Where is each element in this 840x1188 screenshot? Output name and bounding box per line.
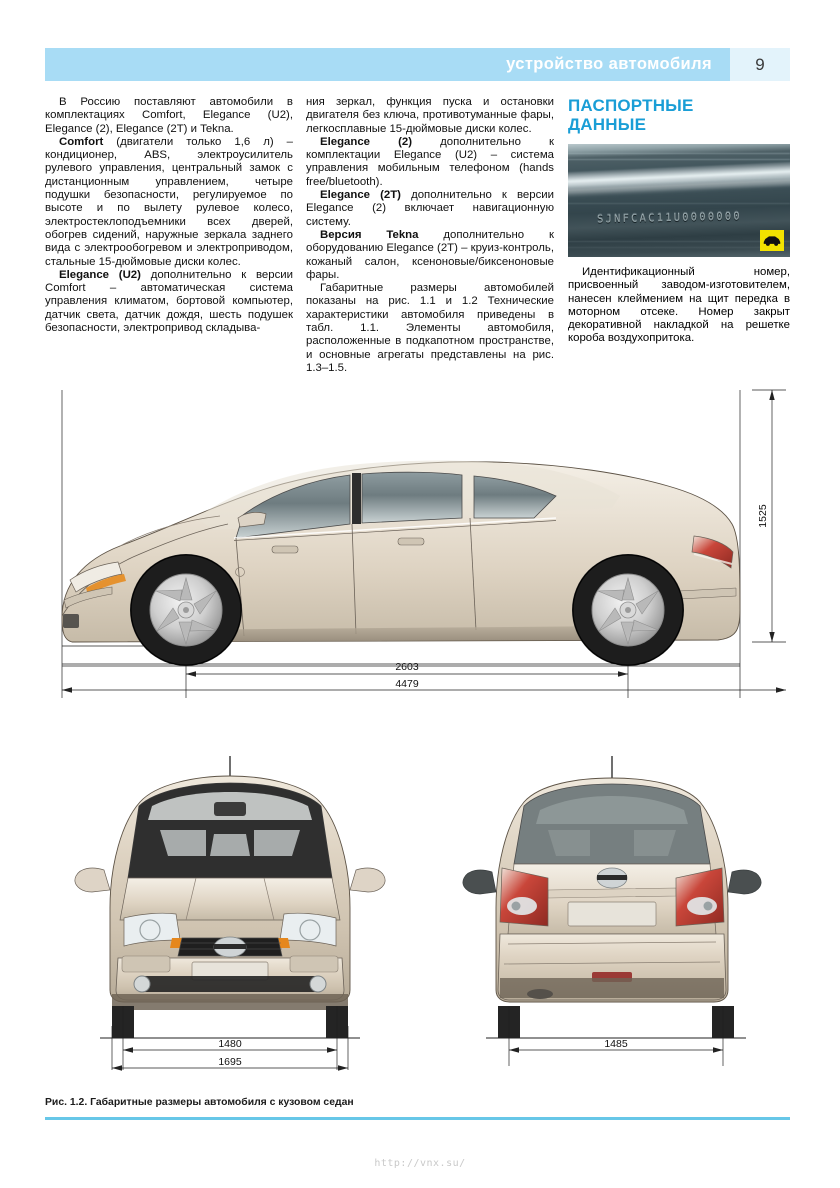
overall-length-label: 4479 (395, 678, 419, 690)
paragraph: Идентификационный номер, присвоенный заводом-изготовителем, нанесен клеймением на щит передка в моторном отсеке. Номер закрыт декоративной накладкой на решетке короба воздухопритока. (568, 266, 790, 345)
passport-caption (568, 266, 790, 346)
page-title: устройство автомобиля (506, 55, 712, 73)
metal-surface (568, 144, 790, 257)
overall-width-label: 1695 (218, 1056, 242, 1068)
paragraph-body: дополнительно к комплектации Elegance (U2) – система управления мобильным телефоном (hands free/bluetooth). (306, 135, 554, 188)
figure-caption: Рис. 1.2. Габаритные размеры автомобиля с кузовом седан (45, 1097, 354, 1108)
figure-divider-rule (45, 1117, 790, 1120)
trunk-handle (548, 888, 676, 898)
paragraph: ния зеркал, функция пуска и остановки двигателя без ключа, противотуманные фары, легкосплавные 15-дюймовые диски колес. (306, 96, 554, 135)
passport-heading-line1: ПАСПОРТНЫЕ (568, 96, 694, 115)
left-tail-lamp (500, 868, 548, 926)
page-number-box (730, 48, 790, 81)
footer-url: http://vnx.su/ (374, 1158, 466, 1169)
paragraph-lead: Comfort (59, 135, 104, 148)
lower-air-intake (140, 976, 320, 992)
paragraph-lead: Elegance (U2) (59, 268, 141, 281)
scratch-line (568, 203, 790, 204)
right-tail-lamp (676, 868, 724, 926)
left-foglight (134, 976, 150, 992)
scratch-line (568, 153, 790, 154)
front-wheel (130, 554, 242, 666)
rearview-mirror (214, 802, 246, 816)
rear-view (463, 756, 761, 1066)
paragraph (45, 269, 293, 335)
rear-track-label: 1485 (604, 1038, 628, 1050)
rear-wheel (572, 554, 684, 666)
rear-dimension-lines (509, 1006, 723, 1066)
wheelbase-label: 2603 (395, 661, 419, 673)
left-mirror (463, 870, 496, 894)
front-track-label: 1480 (218, 1038, 242, 1050)
paragraph-body: дополнительно к версии Elegance (2) включает навигационную систему. (306, 189, 555, 228)
passport-data-heading (568, 96, 790, 134)
paragraph: В Россию поставляют автомобили в комплектациях Comfort, Elegance (U2), Elegance (2), Elegance (2Т) и Tekna. (45, 96, 293, 135)
passport-data-panel (568, 96, 790, 346)
paragraph (306, 189, 554, 229)
paragraph-lead: Версия Tekna (320, 228, 419, 241)
vin-plate-photo (568, 144, 790, 257)
paragraph (306, 229, 554, 282)
license-plate (568, 902, 656, 926)
scratch-line (568, 247, 790, 248)
text-column-middle (306, 96, 554, 375)
b-pillar (352, 473, 361, 524)
header-title-bar (45, 48, 730, 81)
side-view (62, 390, 786, 698)
paragraph (306, 136, 554, 189)
dimension-figure (0, 378, 840, 1098)
page-header (45, 48, 790, 81)
exhaust-pipe (527, 989, 553, 999)
figure-svg (0, 378, 840, 1098)
paragraph-lead: Elegance (2Т) (320, 189, 401, 202)
paragraph (45, 136, 293, 269)
vin-number-stamp: SJNFCAC11U0000000 (596, 210, 742, 226)
overall-height-label: 1525 (757, 504, 769, 528)
paragraph-body: дополнительно к версии Comfort – автоматическая система управления климатом, бортовой компьютер, датчик света, датчик дождя, шесть подушек безопасности, электропривод складыва- (45, 268, 293, 335)
right-mirror (350, 868, 385, 892)
scratch-line (568, 159, 790, 160)
page-number: 9 (755, 54, 765, 74)
rear-door-window (362, 472, 462, 523)
front-view (75, 756, 385, 1071)
paragraph-body: (двигатели только 1,6 л) – кондиционер, ABS, электроусилитель рулевого управления, центральный замок с дистанционным управлением, четыре подушки безопасности, регулируемое по высоте и по вылету рулевое колесо, электростеклоподъемники всех дверей, обогрев сидений, наружные зеркала заднего вида с электрообогревом и электроприводом, стальные 15-дюймовые диски колес. (45, 135, 293, 268)
left-mirror (75, 868, 110, 892)
passport-heading-line2: ДАННЫЕ (568, 115, 647, 134)
paragraph-body: дополнительно к оборудованию Elegance (2Т) – круиз-контроль, кожаный салон, ксеноновые/биксеноновые фары. (306, 228, 554, 281)
paragraph: Габаритные размеры автомобилей показаны на рис. 1.1 и 1.2 Технические характеристики автомобиля приведены в табл. 1.1. Элементы автомобиля, расположенные в подкапотном пространстве, и основные агрегаты представлены на рис. 1.3–1.5. (306, 282, 554, 374)
right-mirror (728, 870, 761, 894)
right-foglight (310, 976, 326, 992)
paragraph-lead: Elegance (2) (320, 135, 413, 148)
scratch-line (568, 241, 790, 242)
text-column-left (45, 96, 293, 335)
car-icon (760, 230, 784, 251)
